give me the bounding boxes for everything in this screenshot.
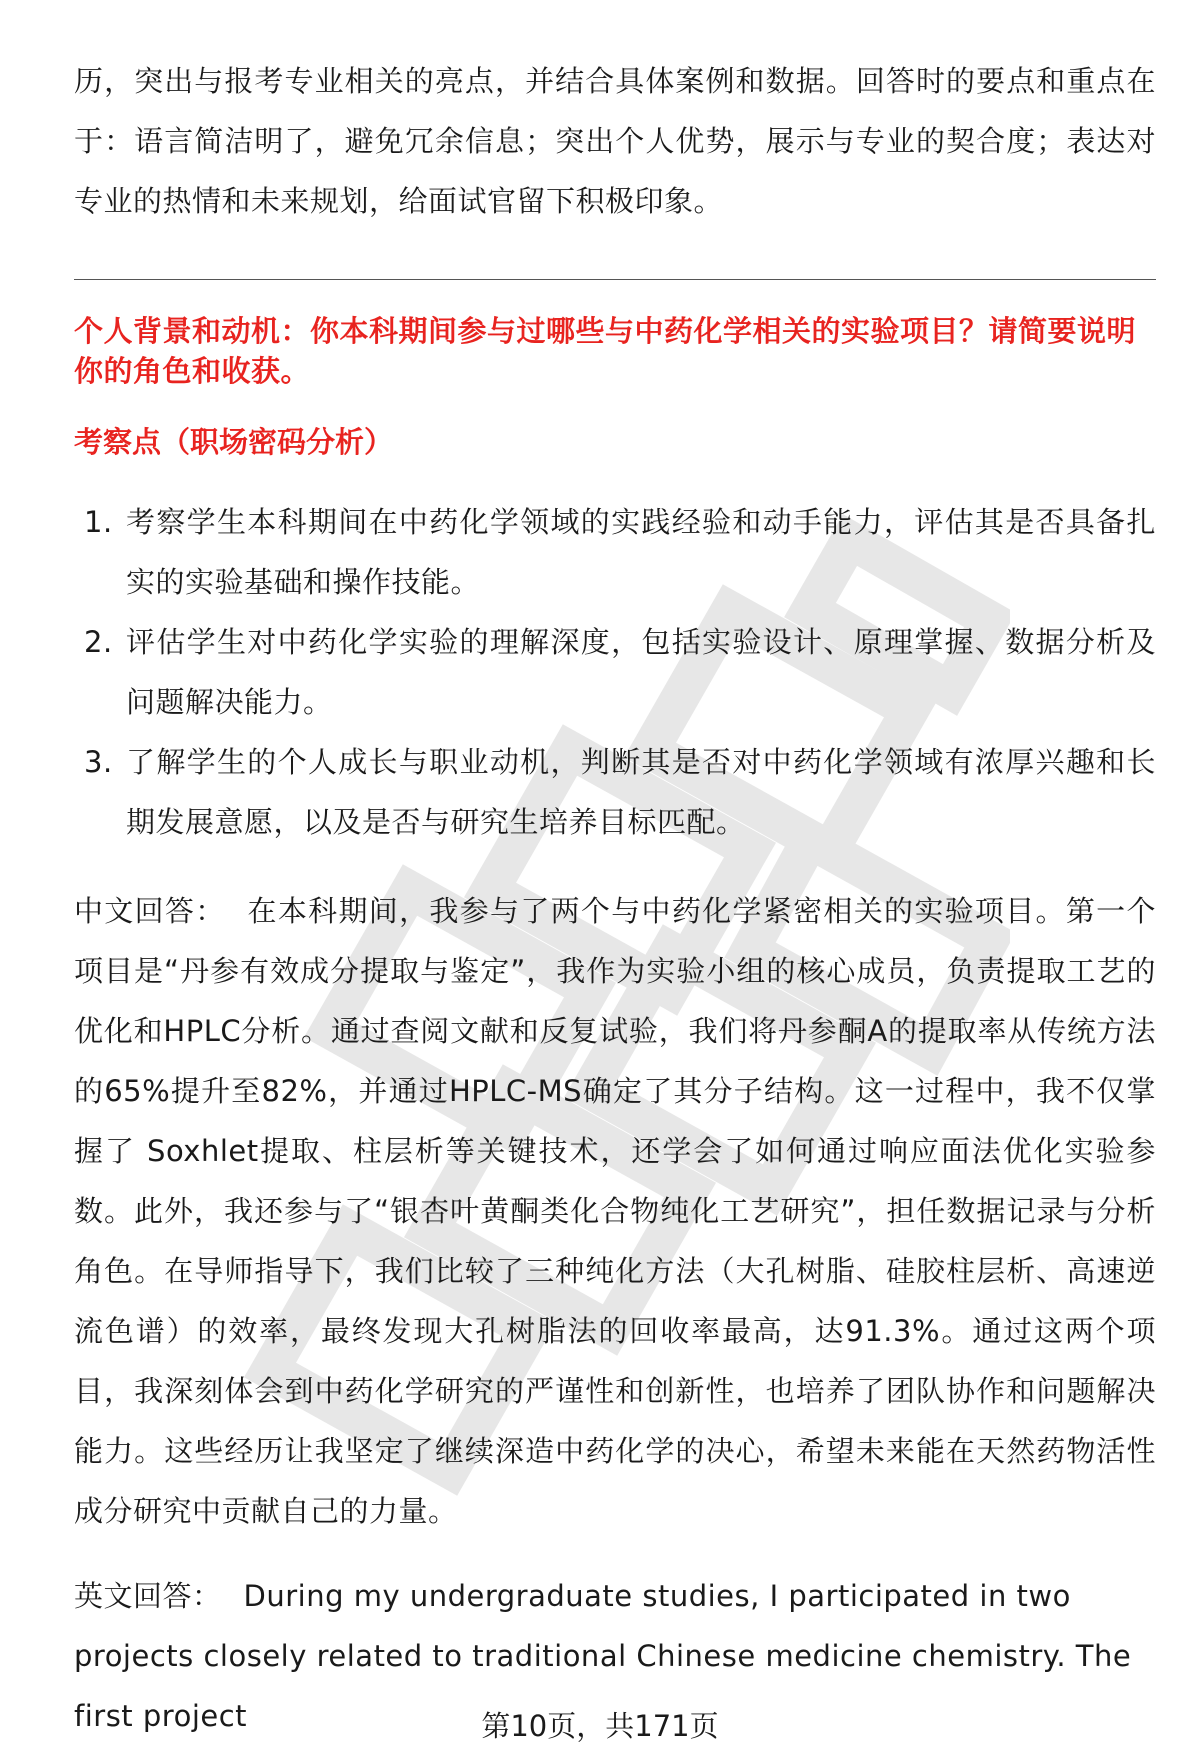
list-number: 3.	[84, 745, 113, 779]
list-number: 1.	[84, 505, 113, 539]
list-number: 2.	[84, 625, 113, 659]
question-heading: 个人背景和动机：你本科期间参与过哪些与中药化学相关的实验项目？请简要说明你的角色和收获。	[74, 314, 1137, 388]
assessment-points-list	[74, 492, 1156, 852]
intro-paragraph: 历，突出与报考专业相关的亮点，并结合具体案例和数据。回答时的要点和重点在于：语言简洁明了，避免冗余信息；突出个人优势，展示与专业的契合度；表达对专业的热情和未来规划，给面试官留下积极印象。	[74, 64, 1156, 218]
list-item	[74, 492, 1156, 612]
list-item-text: 了解学生的个人成长与职业动机，判断其是否对中药化学领域有浓厚兴趣和长期发展意愿，以及是否与研究生培养目标匹配。	[126, 745, 1156, 839]
english-answer-label: 英文回答：	[74, 1579, 222, 1613]
list-item	[74, 732, 1156, 852]
list-item-text: 考察学生本科期间在中药化学领域的实践经验和动手能力，评估其是否具备扎实的实验基础和操作技能。	[126, 505, 1156, 599]
page-number-footer: 第10页，共171页	[481, 1709, 719, 1743]
english-answer-text: During my undergraduate studies, I participated in two projects closely related to traditional Chinese medicine chemistry. The first project	[74, 1579, 1132, 1733]
chinese-answer-label: 中文回答：	[74, 894, 226, 928]
section-divider	[74, 279, 1156, 280]
chinese-answer-paragraph	[74, 881, 1156, 1541]
list-item	[74, 612, 1156, 732]
chinese-answer-text: 在本科期间，我参与了两个与中药化学紧密相关的实验项目。第一个项目是“丹参有效成分提取与鉴定”，我作为实验小组的核心成员，负责提取工艺的优化和HPLC分析。通过查阅文献和反复试验，我们将丹参酮A的提取率从传统方法的65%提升至82%，并通过HPLC-MS确定了其分子结构。这一过程中，我不仅掌握了 Soxhlet提取、柱层析等关键技术，还学会了如何通过响应面法优化实验参数。此外，我还参与了“银杏叶黄酮类化合物纯化工艺研究”，担任数据记录与分析角色。在导师指导下，我们比较了三种纯化方法（大孔树脂、硅胶柱层析、高速逆流色谱）的效率，最终发现大孔树脂法的回收率最高，达91.3%。通过这两个项目，我深刻体会到中药化学研究的严谨性和创新性，也培养了团队协作和问题解决能力。这些经历让我坚定了继续深造中药化学的决心，希望未来能在天然药物活性成分研究中贡献自己的力量。	[74, 894, 1156, 1528]
assessment-subheading: 考察点（职场密码分析）	[74, 425, 394, 459]
list-item-text: 评估学生对中药化学实验的理解深度，包括实验设计、原理掌握、数据分析及问题解决能力。	[126, 625, 1156, 719]
